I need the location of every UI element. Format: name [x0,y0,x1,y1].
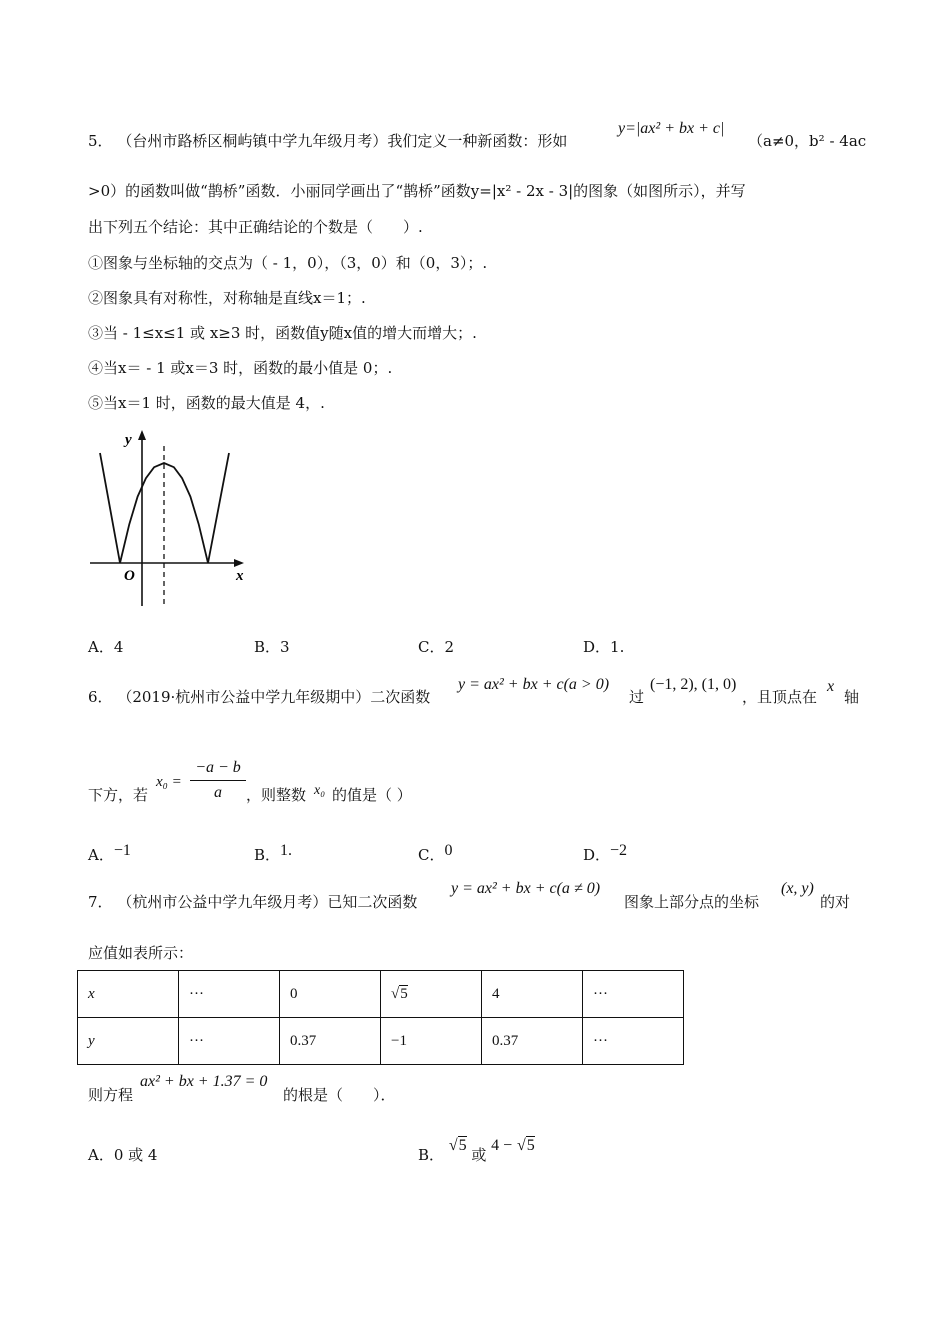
x-axis-label: x [236,568,244,584]
q7-option-a[interactable]: A．0 或 4 [88,1146,158,1164]
q5-condition: （a≠0，b² - 4ac [748,132,867,150]
q6-line1 [88,686,430,708]
q6-option-d[interactable]: D．−2 [583,842,628,864]
q7-line1 [88,891,417,913]
table-cell: ··· [583,971,684,1018]
q5-number: 5． [88,132,113,150]
origin-label: O [124,568,135,584]
table-row [78,1018,684,1065]
q7-text-corr: 的对 [820,893,851,911]
q7-formula: y = ax² + bx + c(a ≠ 0) [451,880,601,897]
table-cell [381,971,482,1018]
q7-coord: (x, y) [781,880,814,897]
q5-statement-1: ①图象与坐标轴的交点为（ - 1，0），（3，0）和（0，3）；. [88,254,488,272]
q6-fraction-numerator: −a − b [195,759,241,776]
q7-eq-post: 的根是（ ）． [283,1086,396,1104]
q5-statement-2: ②图象具有对称性，对称轴是直线x＝1；. [88,289,366,307]
q7-source: （杭州市公益中学九年级月考）已知二次函数 [117,893,418,911]
q7-line2: 应值如表所示： [88,944,194,962]
table-cell: y [78,1018,179,1065]
y-axis-arrow [138,430,146,440]
q5-formula: y=|ax² + bx + c| [618,120,725,137]
q5-graph [88,428,268,618]
sqrt-value: √5 [448,1137,467,1154]
q5-line2: >0）的函数叫做“鹊桥”函数．小丽同学画出了“鹊桥”函数y=|x² - 2x - 3|的图象（如图所示），并写 [88,182,746,200]
q7-eq-pre: 则方程 [88,1086,134,1104]
x-axis-arrow [234,559,244,567]
q6-number: 6． [88,688,113,706]
table-cell: ··· [179,1018,280,1065]
q7-number: 7． [88,893,113,911]
q6-fraction-denominator: a [214,784,222,801]
q6-option-c[interactable]: C．0 [418,842,453,864]
q6-text-vertex: ，且顶点在 [742,688,818,706]
q5-source: （台州市路桥区桐屿镇中学九年级月考）我们定义一种新函数：形如 [117,132,568,150]
q5-statement-5: ⑤当x＝1 时，函数的最大值是 4，. [88,394,325,412]
q6-points: (−1, 2), (1, 0) [650,676,737,693]
y-axis-label: y [125,432,132,448]
table-cell: 0.37 [280,1018,381,1065]
q6-text-integer: ，则整数 [246,786,307,804]
q7-table [77,970,684,1065]
q7-text-points: 图象上部分点的坐标 [624,893,760,911]
q6-text-value: 的值是（ ） [332,786,412,804]
q5-line1 [88,130,567,152]
q5-option-b[interactable]: B．3 [254,638,290,656]
table-cell: 0.37 [482,1018,583,1065]
table-cell: ··· [179,971,280,1018]
q6-formula: y = ax² + bx + c(a > 0) [458,676,610,693]
table-cell: −1 [381,1018,482,1065]
q6-source: （2019·杭州市公益中学九年级期中）二次函数 [117,688,431,706]
q6-text-axis: 轴 [844,688,860,706]
table-cell: x [78,971,179,1018]
q6-x0-ref: x₀ [314,783,326,798]
q5-statement-3: ③当 - 1≤x≤1 或 x≥3 时，函数值y随x值的增大而增大；. [88,324,477,342]
q6-x-symbol: x [827,678,835,695]
q6-fraction [190,758,246,803]
q7-option-b[interactable]: B． √5 或 4 − √5 [418,1137,535,1164]
table-cell: 0 [280,971,381,1018]
table-row [78,971,684,1018]
q6-option-a[interactable]: A．−1 [88,842,131,864]
sqrt-value: √5 [391,985,408,1002]
q6-x0: x₀ = [156,774,182,790]
q6-option-b[interactable]: B．1. [254,842,293,864]
q5-line3: 出下列五个结论：其中正确结论的个数是（ ）. [88,218,423,236]
q5-option-d[interactable]: D．1. [583,638,625,656]
sqrt-value: √5 [516,1137,535,1154]
table-cell: ··· [583,1018,684,1065]
q6-text-below: 下方，若 [88,786,149,804]
q7-equation: ax² + bx + 1.37 = 0 [140,1073,268,1090]
q5-option-c[interactable]: C．2 [418,638,455,656]
q6-text-pass: 过 [629,688,645,706]
q5-option-a[interactable]: A．4 [88,638,124,656]
q5-statement-4: ④当x＝ - 1 或x＝3 时，函数的最小值是 0；. [88,359,393,377]
table-cell: 4 [482,971,583,1018]
